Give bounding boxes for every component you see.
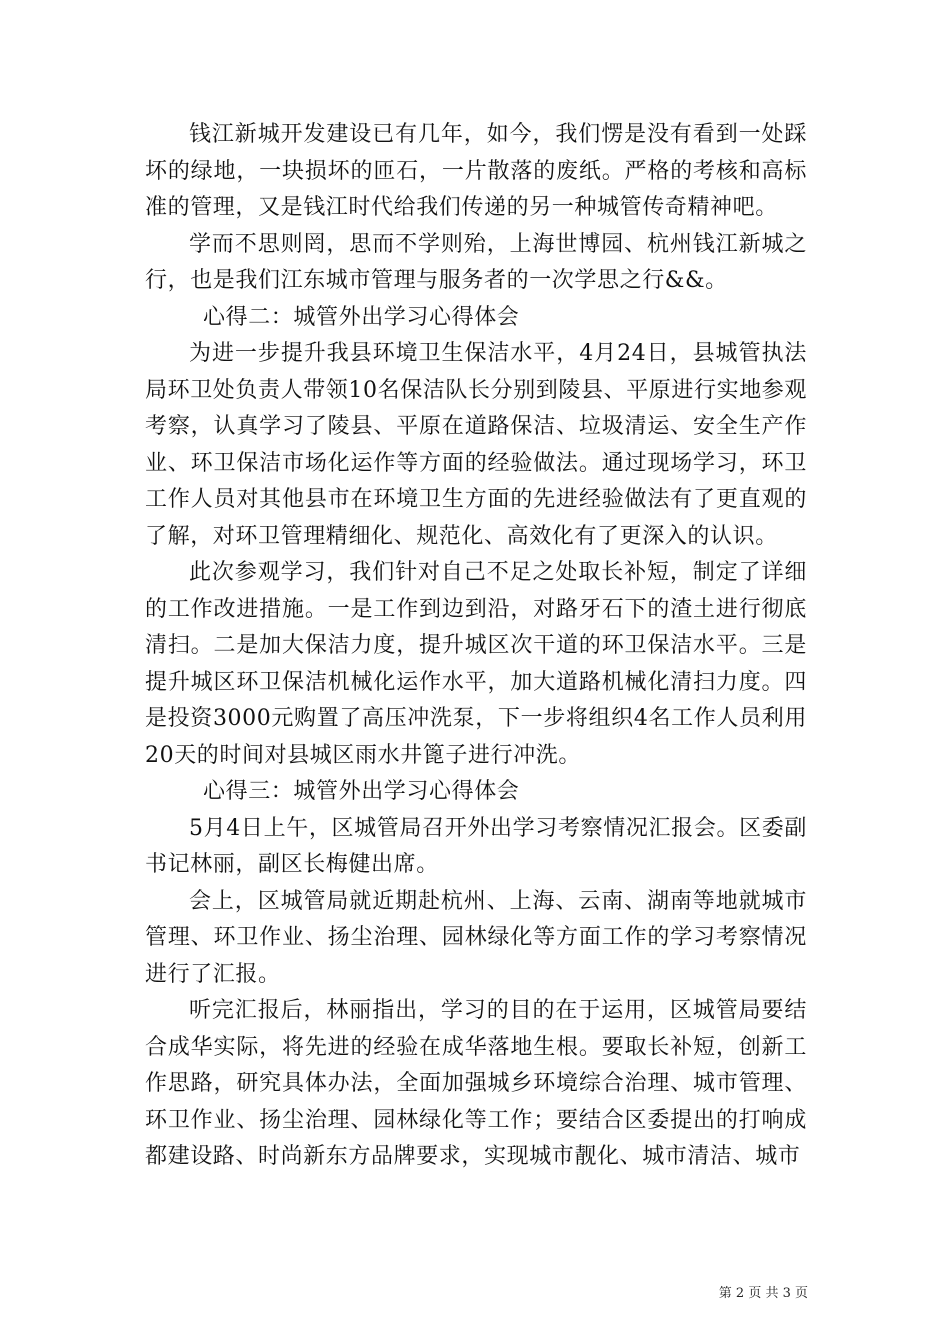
paragraph-6: 会上，区城管局就近期赴杭州、上海、云南、湖南等地就城市管理、环卫作业、扬尘治理、园林绿化等方面工作的学习考察情况进行了汇报。 [145,888,807,987]
paragraph-1: 钱江新城开发建设已有几年，如今，我们愣是没有看到一处踩坏的绿地，一块损坏的匝石，一片散落的废纸。严格的考核和高标准的管理，又是钱江时代给我们传递的另一种城管传奇精神吧。 [145,122,807,220]
page-number: 第 2 页 共 3 页 [718,1286,808,1301]
document-body [145,117,807,1176]
paragraph-7: 听完汇报后，林丽指出，学习的目的在于运用，区城管局要结合成华实际，将先进的经验在成华落地生根。要取长补短，创新工作思路，研究具体办法，全面加强城乡环境综合治理、城市管理、环卫作业、扬尘治理、园林绿化等工作；要结合区委提出的打响成都建设路、时尚新东方品牌要求，实现城市靓化、城市清洁、城市 [145,998,807,1169]
paragraph-4: 此次参观学习，我们针对自己不足之处取长补短，制定了详细的工作改进措施。一是工作到边到沿，对路牙石下的渣土进行彻底清扫。二是加大保洁力度，提升城区次干道的环卫保洁水平。三是提升城区环卫保洁机械化运作水平，加大道路机械化清扫力度。四是投资3000元购置了高压冲洗泵，下一步将组织4名工作人员利用20天的时间对县城区雨水井篦子进行冲洗。 [145,560,807,768]
paragraph-2: 学而不思则罔，思而不学则殆，上海世博园、杭州钱江新城之行，也是我们江东城市管理与服务者的一次学思之行&&。 [145,231,807,293]
paragraph-5: 5月4日上午，区城管局召开外出学习考察情况汇报会。区委副书记林丽，副区长梅健出席。 [145,815,807,877]
paragraph-3: 为进一步提升我县环境卫生保洁水平，4月24日，县城管执法局环卫处负责人带领10名保洁队长分别到陵县、平原进行实地参观考察，认真学习了陵县、平原在道路保洁、垃圾清运、安全生产作业、环卫保洁市场化运作等方面的经验做法。通过现场学习，环卫工作人员对其他县市在环境卫生方面的先进经验做法有了更直观的了解，对环卫管理精细化、规范化、高效化有了更深入的认识。 [145,341,807,549]
section-heading-2: 心得二：城管外出学习心得体会 [203,304,520,330]
section-heading-3: 心得三：城管外出学习心得体会 [203,779,520,804]
